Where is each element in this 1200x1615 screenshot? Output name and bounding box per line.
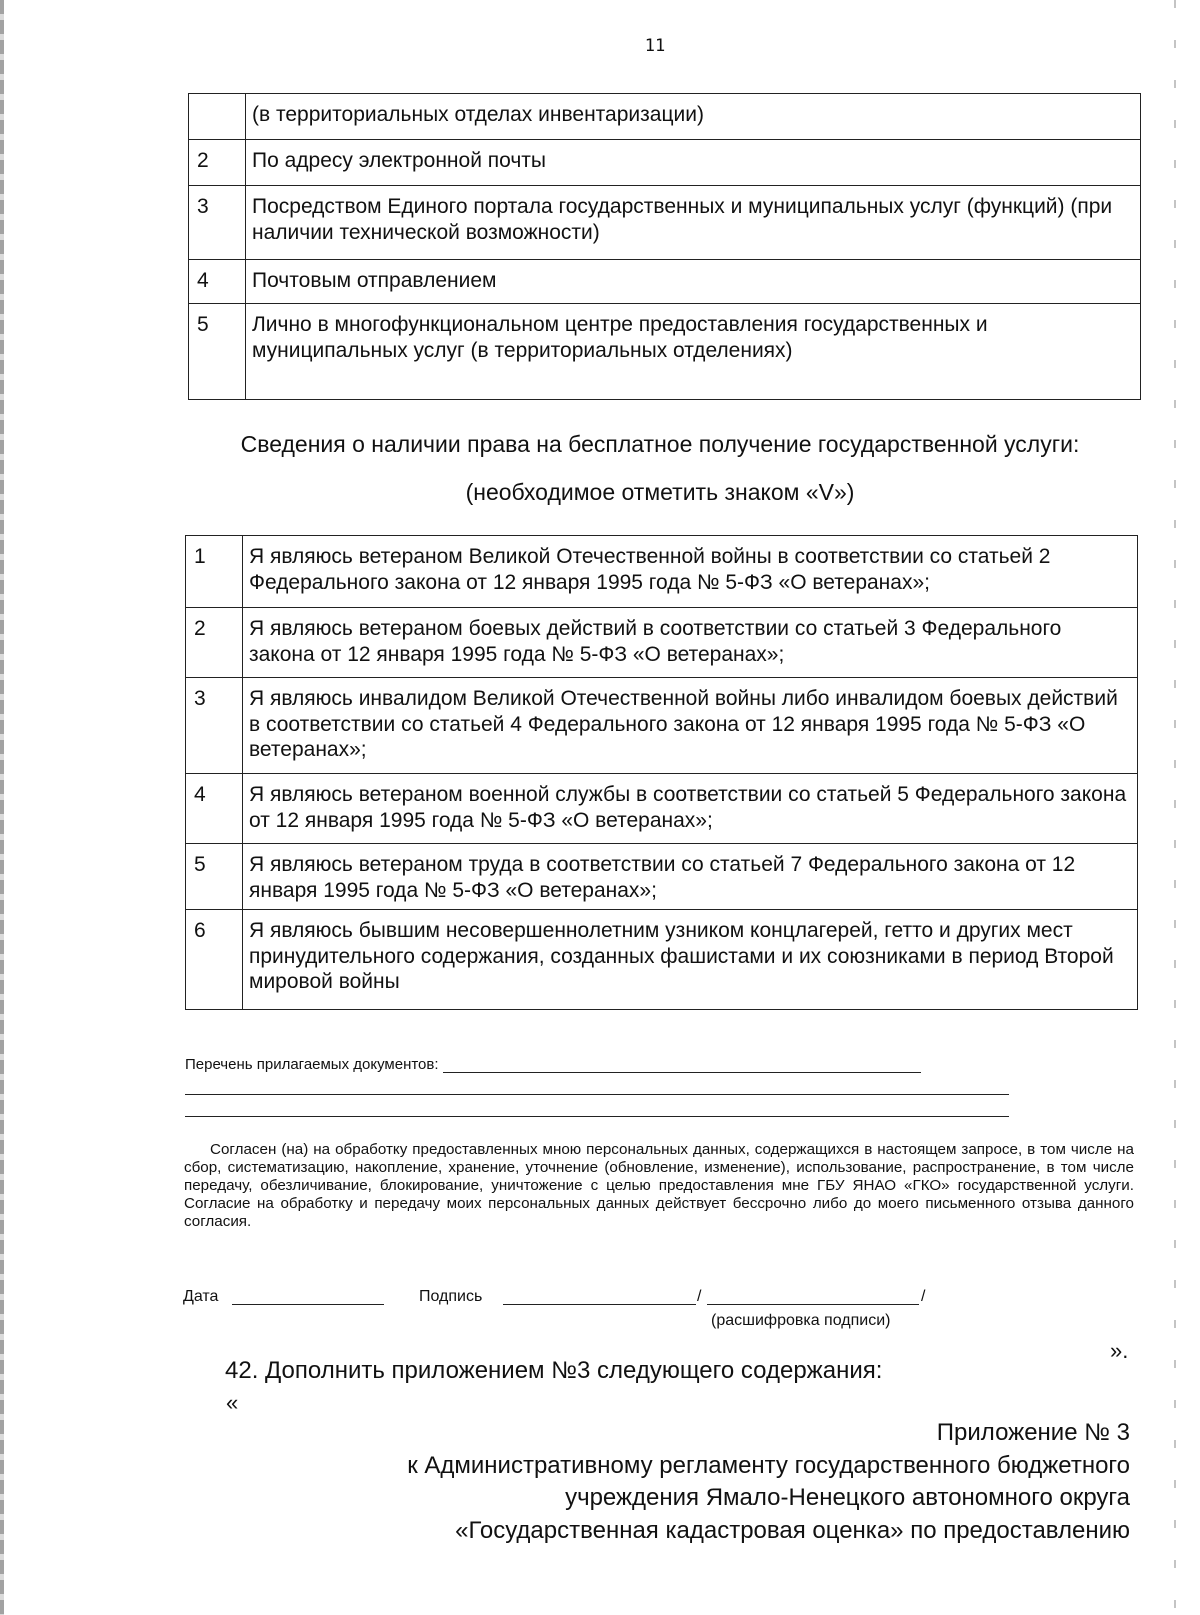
table-row: [189, 260, 1141, 304]
date-label: Дата: [183, 1288, 219, 1305]
row-number: 2: [186, 608, 243, 678]
date-field[interactable]: [232, 1304, 384, 1305]
table-row: [189, 94, 1141, 140]
table-row: [186, 844, 1138, 910]
row-text: Я являюсь ветераном труда в соответствии со статьей 7 Федерального закона от 12 января 1995 года № 5-ФЗ «О ветеранах»;: [243, 844, 1138, 910]
signature-slash: /: [697, 1288, 702, 1305]
documents-line: [185, 1056, 921, 1073]
scan-edge-left: [0, 0, 4, 1615]
table-row: [186, 536, 1138, 608]
signature-slash-end: /: [921, 1288, 926, 1305]
appendix-line-3: «Государственная кадастровая оценка» по предоставлению: [455, 1516, 1130, 1544]
row-text: Я являюсь ветераном военной службы в соответствии со статьей 5 Федерального закона от 12 января 1995 года № 5-ФЗ «О ветеранах»;: [243, 774, 1138, 844]
table-row: [186, 774, 1138, 844]
row-number: 4: [186, 774, 243, 844]
scan-edge-right: [1174, 0, 1176, 1615]
row-number: [189, 94, 246, 140]
table-row: [189, 140, 1141, 186]
row-text: Лично в многофункциональном центре предоставления государственных и муниципальных услуг (в территориальных отделениях): [246, 304, 1141, 400]
row-text: (в территориальных отделах инвентаризации): [246, 94, 1141, 140]
table-row: [186, 678, 1138, 774]
row-text: Я являюсь ветераном боевых действий в соответствии со статьей 3 Федерального закона от 12 января 1995 года № 5-ФЗ «О ветеранах»;: [243, 608, 1138, 678]
delivery-methods-table: [188, 93, 1141, 400]
documents-label: Перечень прилагаемых документов:: [185, 1056, 439, 1073]
page-number: 11: [644, 36, 666, 56]
closing-quote: ».: [1110, 1338, 1129, 1363]
table-row: [189, 304, 1141, 400]
appendix-header: [407, 1417, 1130, 1548]
table-row: [186, 910, 1138, 1010]
row-number: 6: [186, 910, 243, 1010]
free-service-heading: Сведения о наличии права на бесплатное получение государственной услуги:: [240, 431, 1080, 457]
row-number: 3: [186, 678, 243, 774]
consent-text: Согласен (на) на обработку предоставленных мною персональных данных, содержащихся в настоящем запросе, в том числе на сбор, систематизацию, накопление, хранение, уточнение (обновление, изменение), использование, распространение, в том числе передачу, обезличивание, блокирование, уничтожение с целью предоставления мне ГБУ ЯНАО «ГКО» государственной услуги. Согласие на обработку и передачу моих персональных данных действует бессрочно либо до моего письменного отзыва данного согласия.: [184, 1141, 1134, 1230]
signature-label: Подпись: [419, 1288, 483, 1305]
free-service-subheading: (необходимое отметить знаком «V»): [465, 479, 855, 505]
documents-input-line-3[interactable]: [185, 1116, 1009, 1117]
signature-field[interactable]: [503, 1304, 696, 1305]
row-text: Я являюсь ветераном Великой Отечественной войны в соответствии со статьей 2 Федерального закона от 12 января 1995 года № 5-ФЗ «О ветеранах»;: [243, 536, 1138, 608]
documents-input-line-2[interactable]: [185, 1094, 1009, 1095]
row-number: 2: [189, 140, 246, 186]
row-number: 3: [189, 186, 246, 260]
row-number: 5: [189, 304, 246, 400]
row-text: Почтовым отправлением: [246, 260, 1141, 304]
appendix-line-1: к Административному регламенту государственного бюджетного: [407, 1451, 1130, 1479]
table-row: [186, 608, 1138, 678]
row-text: Я являюсь бывшим несовершеннолетним узником концлагерей, гетто и других мест принудительного содержания, созданных фашистами и их союзниками в период Второй мировой войны: [243, 910, 1138, 1010]
appendix-title: Приложение № 3: [936, 1419, 1130, 1446]
row-text: По адресу электронной почты: [246, 140, 1141, 186]
signature-row: [183, 1288, 1083, 1318]
opening-quote: «: [226, 1390, 239, 1415]
row-number: 5: [186, 844, 243, 910]
table-row: [189, 186, 1141, 260]
row-text: Я являюсь инвалидом Великой Отечественной войны либо инвалидом боевых действий в соответствии со статьей 4 Федерального закона от 12 января 1995 года № 5-ФЗ «О ветеранах»;: [243, 678, 1138, 774]
signature-caption: (расшифровка подписи): [711, 1312, 891, 1329]
amendment-item: 42. Дополнить приложением №3 следующего содержания:: [225, 1357, 883, 1384]
row-number: 1: [186, 536, 243, 608]
free-service-table: [185, 535, 1138, 1010]
signature-decoding-field[interactable]: [707, 1304, 919, 1305]
documents-input-line[interactable]: [443, 1056, 921, 1073]
appendix-line-2: учреждения Ямало-Ненецкого автономного округа: [565, 1484, 1130, 1512]
row-number: 4: [189, 260, 246, 304]
row-text: Посредством Единого портала государственных и муниципальных услуг (функций) (при наличии технической возможности): [246, 186, 1141, 260]
